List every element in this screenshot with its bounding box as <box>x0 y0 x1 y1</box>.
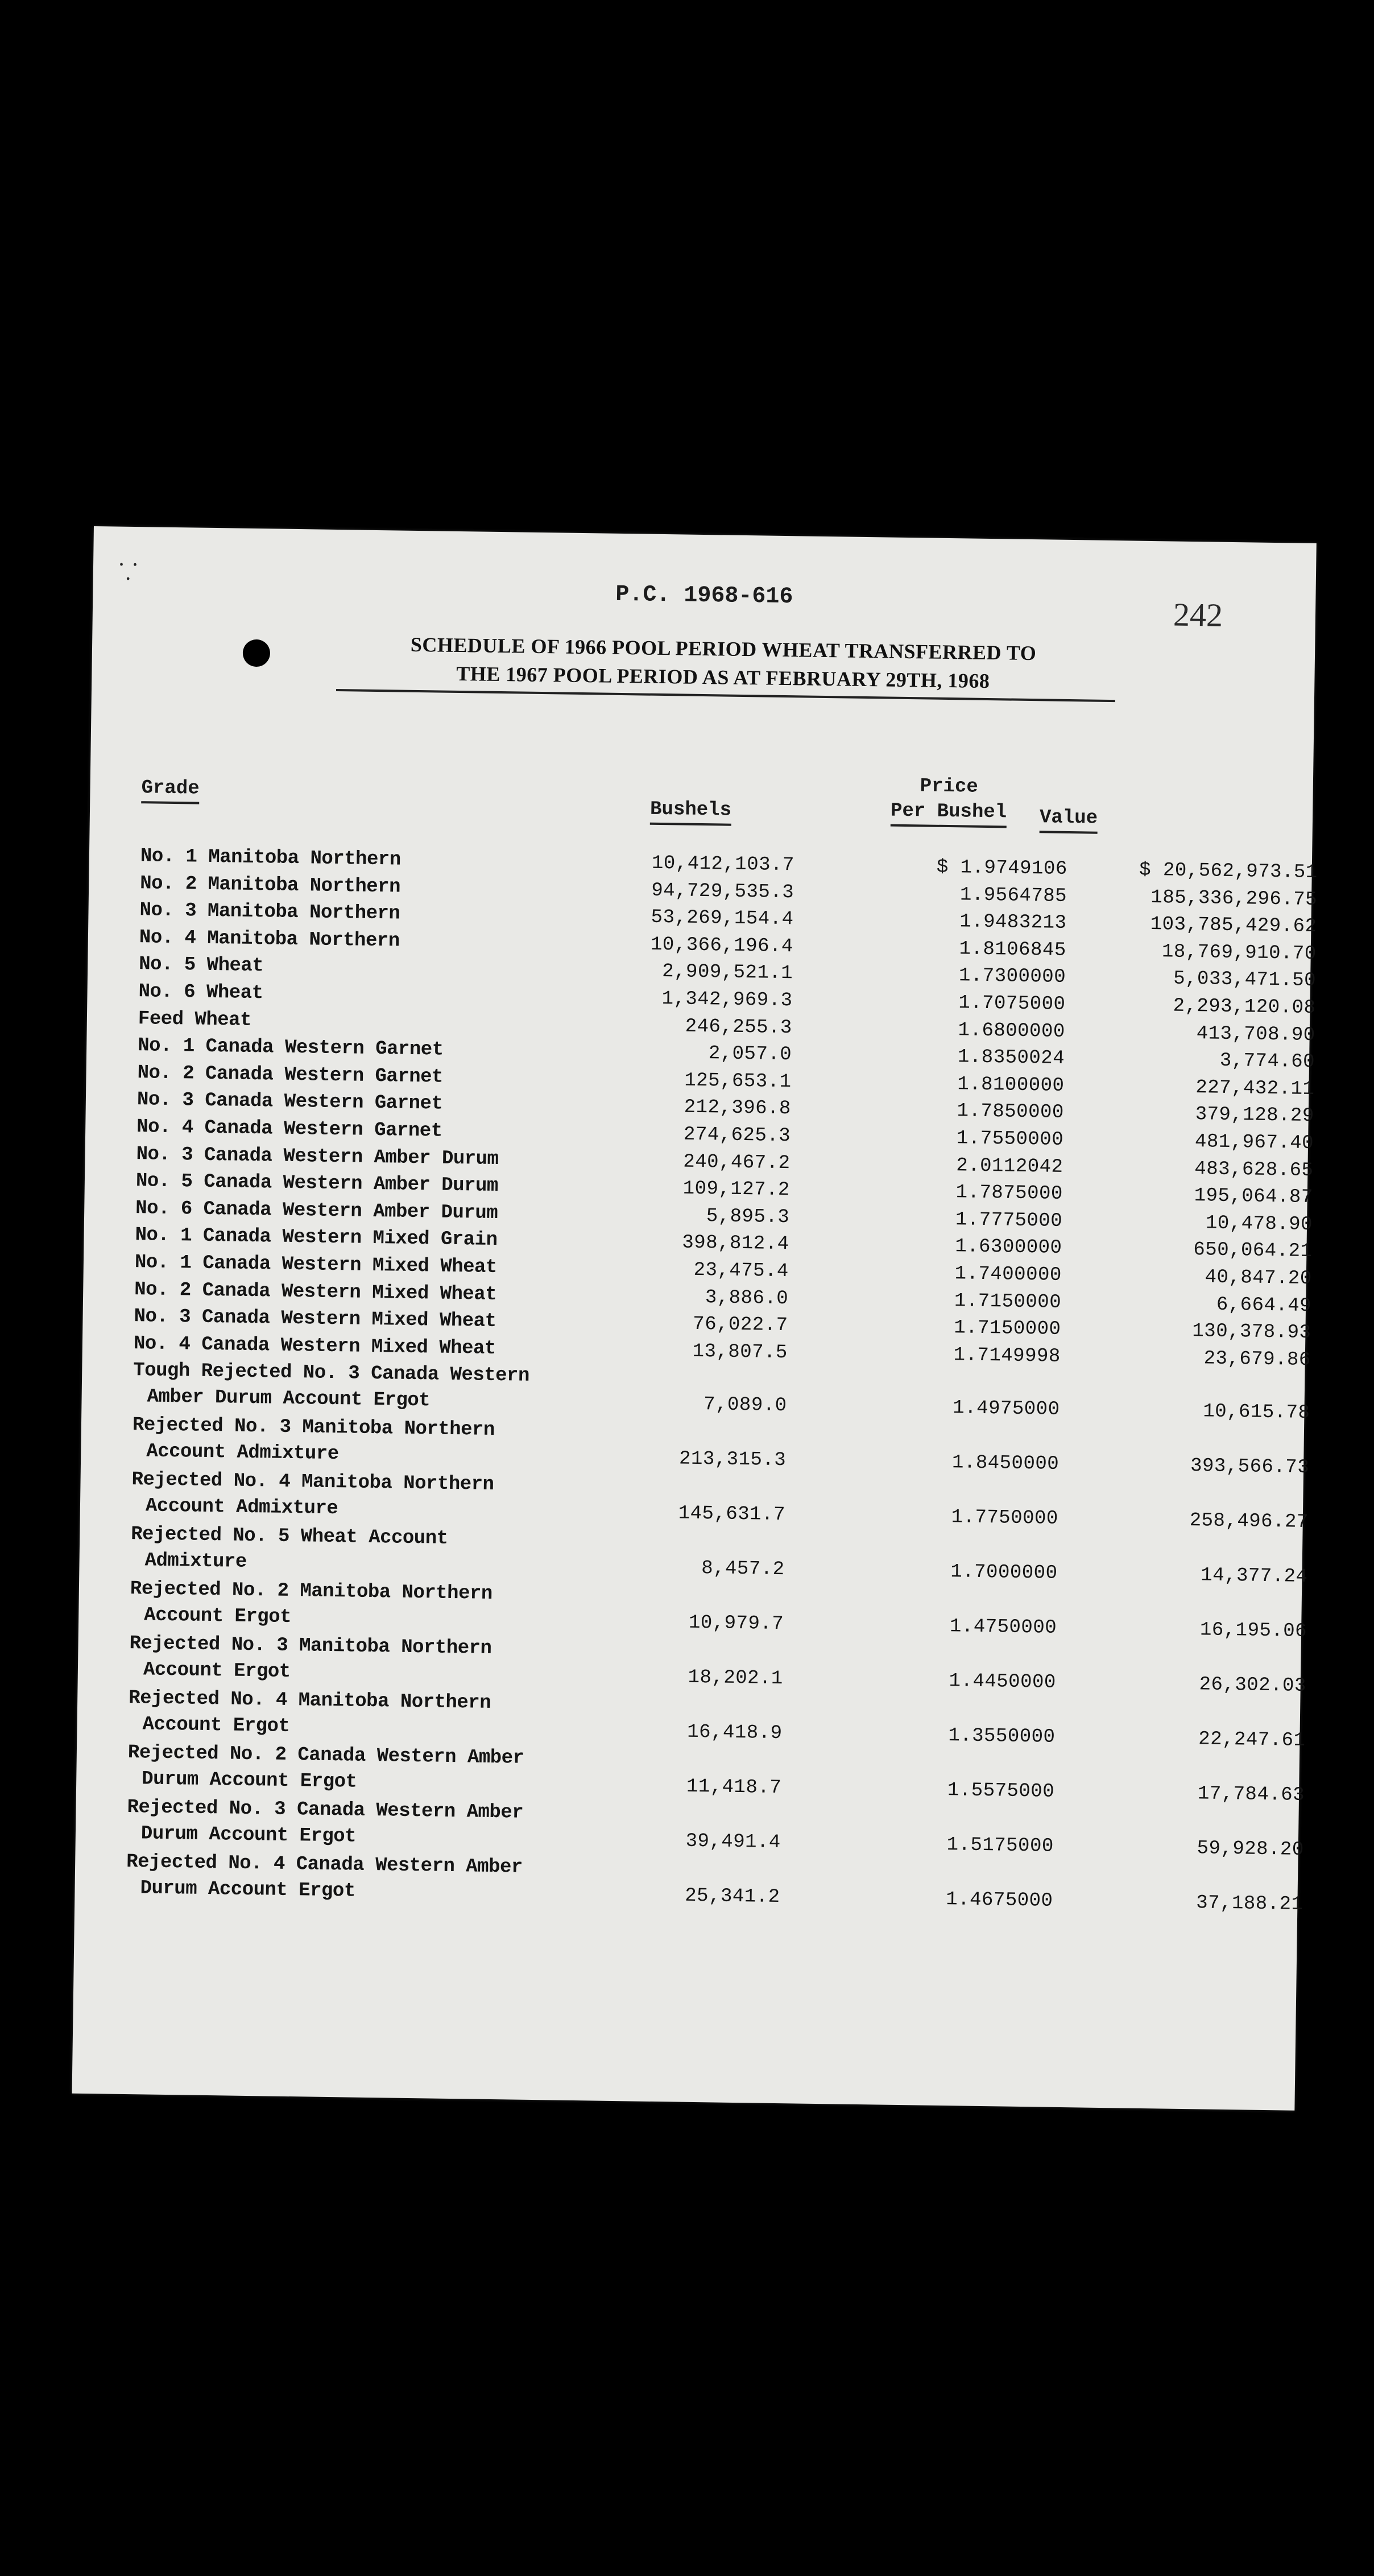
bushels-value: 7,089.0 <box>703 1394 787 1417</box>
grade-label-continued: Account Ergot <box>143 1659 291 1683</box>
bushels-value: 398,812.4 <box>682 1232 789 1256</box>
document-page <box>72 526 1317 2111</box>
header-value: Value <box>1040 807 1098 829</box>
document-title <box>330 629 1116 697</box>
page-number: 242 <box>1173 596 1223 634</box>
total-value: 16,195.06 <box>1199 1619 1307 1643</box>
grade-label: No. 4 Canada Western Garnet <box>136 1116 442 1142</box>
total-value: 23,679.86 <box>1203 1348 1311 1371</box>
price-per-bushel: 1.6300000 <box>955 1236 1062 1260</box>
price-per-bushel: 1.8450000 <box>951 1452 1060 1476</box>
price-per-bushel: 1.6800000 <box>958 1019 1066 1043</box>
grade-label-continued: Account Admixture <box>146 1440 339 1465</box>
price-per-bushel: 1.8350024 <box>957 1046 1065 1070</box>
price-per-bushel: 1.7150000 <box>954 1290 1062 1314</box>
total-value: 18,769,910.70 <box>1161 941 1317 965</box>
bushels-value: 5,895.3 <box>706 1205 790 1228</box>
grade-label: Rejected No. 3 Manitoba Northern <box>129 1633 492 1660</box>
bushels-value: 3,886.0 <box>705 1286 789 1310</box>
grade-label: No. 1 Canada Western Mixed Wheat <box>134 1252 498 1279</box>
price-per-bushel: 1.4450000 <box>949 1670 1057 1694</box>
price-per-bushel: 1.7149998 <box>953 1344 1061 1368</box>
grade-label: No. 6 Wheat <box>138 981 263 1005</box>
header-bushels: Bushels <box>650 799 731 821</box>
grade-label: No. 3 Canada Western Garnet <box>136 1089 443 1116</box>
bushels-value: 2,057.0 <box>708 1043 792 1066</box>
total-value: 227,432.11 <box>1195 1076 1315 1100</box>
price-per-bushel: 1.5575000 <box>947 1780 1055 1803</box>
price-per-bushel: 1.7400000 <box>954 1263 1062 1286</box>
grade-label: Rejected No. 3 Manitoba Northern <box>132 1414 495 1442</box>
grade-label: No. 3 Canada Western Mixed Wheat <box>134 1306 496 1333</box>
total-value: 185,336,296.75 <box>1150 886 1318 911</box>
grade-label-continued: Account Ergot <box>144 1604 292 1629</box>
price-per-bushel: 1.4750000 <box>949 1616 1057 1640</box>
bushels-value: 10,979.7 <box>688 1612 784 1636</box>
bushels-value: 39,491.4 <box>685 1831 781 1854</box>
total-value: 481,967.40 <box>1194 1131 1314 1155</box>
bushels-value: 125,653.1 <box>684 1070 792 1093</box>
grade-label: No. 4 Manitoba Northern <box>139 926 400 952</box>
price-per-bushel: 1.7075000 <box>958 992 1066 1015</box>
total-value: 650,064.21 <box>1193 1239 1313 1263</box>
bushels-value: 1,342,969.3 <box>661 988 793 1012</box>
price-per-bushel: 1.3550000 <box>948 1725 1056 1749</box>
grade-label-continued: Durum Account Ergot <box>141 1768 357 1794</box>
bushels-value: 53,269,154.4 <box>651 906 794 931</box>
bushels-value: 23,475.4 <box>693 1259 789 1283</box>
total-value: 37,188.21 <box>1195 1892 1303 1916</box>
total-value: 103,785,429.62 <box>1150 914 1317 938</box>
header-grade: Grade <box>141 777 200 799</box>
total-value: 59,928.20 <box>1197 1838 1304 1861</box>
grade-label-continued: Durum Account Ergot <box>140 1823 357 1848</box>
bushels-value: 13,807.5 <box>692 1340 788 1364</box>
total-value: 379,128.29 <box>1195 1104 1314 1128</box>
grade-label-continued: Admixture <box>144 1550 247 1574</box>
price-per-bushel: $ 1.9749106 <box>936 856 1068 880</box>
total-value: 195,064.87 <box>1194 1185 1313 1209</box>
ink-speck-mark: ⸪ <box>118 559 138 585</box>
price-per-bushel: 1.5175000 <box>946 1834 1054 1858</box>
bushels-value: 18,202.1 <box>688 1667 784 1690</box>
pc-number: P.C. 1968-616 <box>615 581 793 610</box>
total-value: 2,293,120.08 <box>1173 995 1316 1019</box>
price-per-bushel: 1.9483213 <box>959 911 1067 935</box>
grade-label: No. 1 Canada Western Garnet <box>137 1035 444 1061</box>
bushels-value: 76,022.7 <box>693 1314 788 1337</box>
total-value: 413,708.90 <box>1196 1022 1315 1046</box>
price-per-bushel: 1.7300000 <box>958 965 1066 989</box>
bushels-value: 2,909,521.1 <box>661 961 793 985</box>
grade-label: Rejected No. 4 Canada Western Amber <box>126 1851 523 1879</box>
price-per-bushel: 1.7750000 <box>951 1506 1059 1530</box>
grade-label: No. 3 Manitoba Northern <box>139 899 400 925</box>
price-per-bushel: 1.7550000 <box>956 1128 1064 1151</box>
total-value: 10,478.90 <box>1205 1212 1313 1236</box>
price-per-bushel: 1.7775000 <box>955 1209 1063 1232</box>
price-per-bushel: 1.8106845 <box>959 938 1067 961</box>
bushels-value: 11,418.7 <box>686 1776 782 1799</box>
grade-label-continued: Account Ergot <box>142 1714 290 1738</box>
bushels-value: 16,418.9 <box>686 1722 783 1745</box>
bushels-value: 212,396.8 <box>684 1096 792 1120</box>
grade-label-continued: Account Admixture <box>145 1495 338 1520</box>
total-value: 26,302.03 <box>1199 1674 1306 1698</box>
total-value: 22,247.61 <box>1198 1728 1306 1752</box>
grade-label: No. 5 Wheat <box>138 953 264 977</box>
bushels-value: 25,341.2 <box>684 1885 780 1909</box>
grade-label: No. 5 Canada Western Amber Durum <box>135 1170 499 1198</box>
grade-label: No. 2 Canada Western Mixed Wheat <box>134 1278 497 1306</box>
price-per-bushel: 1.7875000 <box>955 1182 1063 1206</box>
total-value: 14,377.24 <box>1201 1564 1308 1588</box>
grade-label: Rejected No. 5 Wheat Account <box>130 1524 448 1550</box>
bushels-value: 145,631.7 <box>678 1502 786 1526</box>
price-per-bushel: 1.7850000 <box>957 1100 1065 1124</box>
total-value: $ 20,562,973.51 <box>1139 859 1318 884</box>
bushels-value: 240,467.2 <box>683 1151 791 1174</box>
total-value: 5,033,471.50 <box>1173 968 1317 992</box>
bushels-value: 8,457.2 <box>701 1558 785 1581</box>
grade-label: No. 6 Canada Western Amber Durum <box>135 1197 498 1224</box>
grade-label: No. 1 Manitoba Northern <box>140 845 401 871</box>
total-value: 10,615.78 <box>1203 1401 1310 1425</box>
grade-label: No. 3 Canada Western Amber Durum <box>136 1143 499 1170</box>
price-per-bushel: 1.9564785 <box>959 884 1067 907</box>
grade-label-continued: Durum Account Ergot <box>140 1877 355 1903</box>
title-line-2: THE 1967 POOL PERIOD AS AT FEBRUARY 29TH, 1968 <box>456 662 990 693</box>
grade-label: Rejected No. 2 Canada Western Amber <box>127 1742 524 1770</box>
total-value: 130,378.93 <box>1192 1320 1311 1344</box>
bushels-value: 246,255.3 <box>685 1015 793 1039</box>
price-per-bushel: 1.4975000 <box>953 1397 1060 1421</box>
grade-label: Rejected No. 4 Manitoba Northern <box>128 1687 491 1715</box>
price-per-bushel: 2.0112042 <box>956 1154 1063 1178</box>
total-value: 393,566.73 <box>1190 1455 1310 1479</box>
grade-label: No. 4 Canada Western Mixed Wheat <box>133 1332 496 1360</box>
title-line-1: SCHEDULE OF 1966 POOL PERIOD WHEAT TRANSFERRED TO <box>410 633 1037 665</box>
punch-hole <box>243 639 271 667</box>
grade-label: Rejected No. 2 Manitoba Northern <box>130 1578 493 1605</box>
bushels-value: 10,412,103.7 <box>651 852 795 877</box>
grade-label: No. 1 Canada Western Mixed Grain <box>135 1224 498 1252</box>
price-per-bushel: 1.8100000 <box>957 1074 1065 1097</box>
grade-label: No. 2 Manitoba Northern <box>139 872 401 898</box>
bushels-value: 274,625.3 <box>683 1124 791 1147</box>
total-value: 483,628.65 <box>1194 1158 1314 1182</box>
total-value: 258,496.27 <box>1189 1510 1309 1534</box>
price-per-bushel: 1.7000000 <box>950 1561 1058 1585</box>
bushels-value: 109,127.2 <box>682 1178 791 1202</box>
grade-label-continued: Amber Durum Account Ergot <box>147 1386 431 1412</box>
bushels-value: 94,729,535.3 <box>651 880 794 903</box>
price-per-bushel: 1.7150000 <box>954 1317 1061 1341</box>
grade-label: Rejected No. 3 Canada Western Amber <box>127 1797 524 1824</box>
total-value: 6,664.49 <box>1216 1294 1312 1317</box>
bushels-value: 10,366,196.4 <box>650 934 794 958</box>
total-value: 3,774.60 <box>1219 1050 1315 1074</box>
grade-label: Rejected No. 4 Manitoba Northern <box>131 1469 494 1496</box>
bushels-value: 213,315.3 <box>678 1448 787 1472</box>
header-price: Price Per Bushel <box>829 774 1069 824</box>
grade-label: Tough Rejected No. 3 Canada Western <box>133 1360 530 1388</box>
total-value: 40,847.20 <box>1205 1266 1313 1290</box>
grade-label: Feed Wheat <box>138 1008 252 1031</box>
total-value: 17,784.63 <box>1197 1783 1305 1807</box>
grade-label: No. 2 Canada Western Garnet <box>137 1062 444 1088</box>
price-per-bushel: 1.4675000 <box>946 1889 1053 1913</box>
